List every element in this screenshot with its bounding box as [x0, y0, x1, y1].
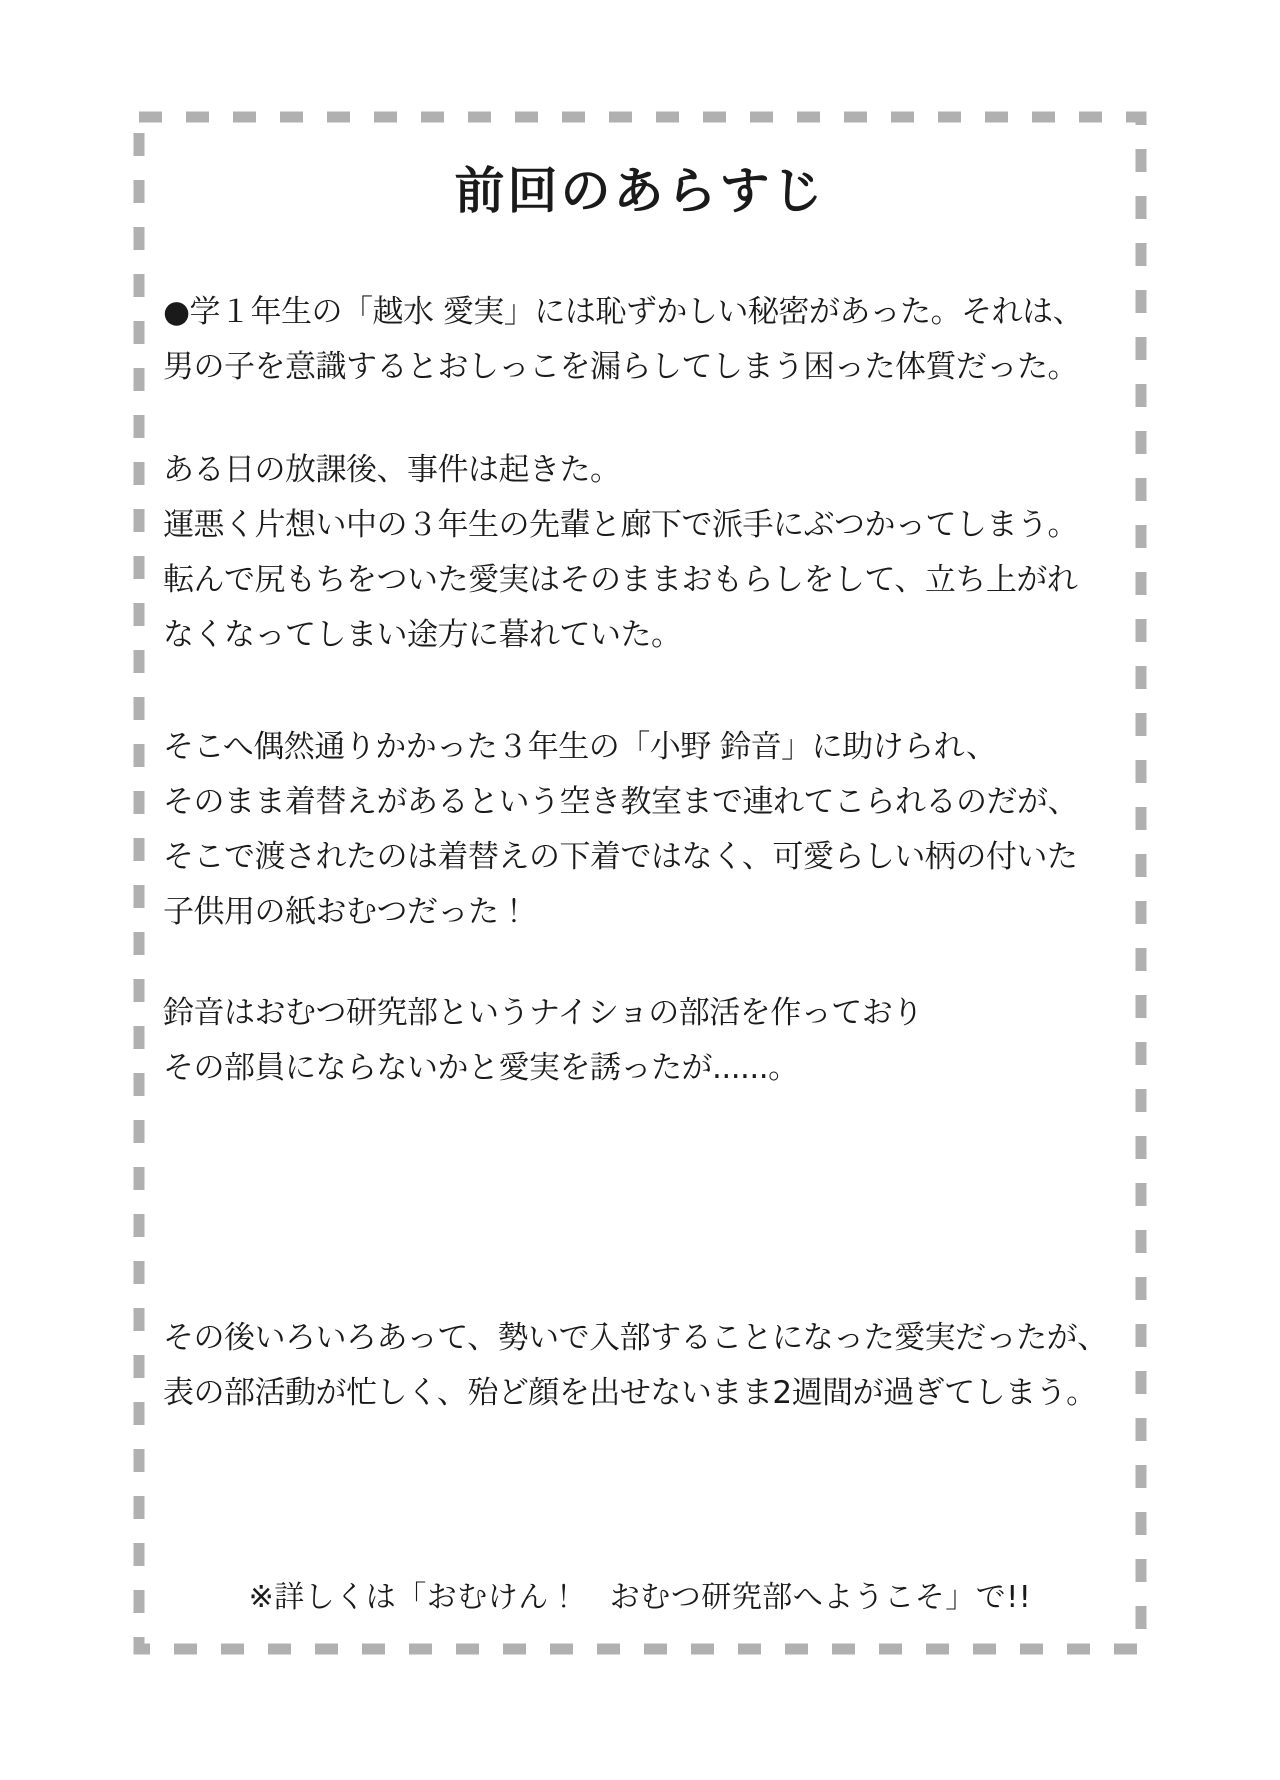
story-text-line: 鈴音はおむつ研究部というナイショの部活を作っており	[163, 995, 923, 1031]
synopsis-paragraph-2	[163, 443, 1123, 663]
story-text-line: 男の子を意識するとおしっこを漏らしてしまう困った体質だった。	[163, 349, 1078, 385]
synopsis-paragraph-1	[163, 285, 1123, 395]
story-text-line: そこへ偶然通りかかった３年生の「小野 鈴音」に助けられ、	[163, 729, 997, 765]
story-text-line: そこで渡されたのは着替えの下着ではなく、可愛らしい柄の付いた	[163, 839, 1078, 875]
story-text-line: 表の部活動が忙しく、殆ど顔を出せないまま2週間が過ぎてしまう。	[163, 1375, 1097, 1411]
footer-note: ※詳しくは「おむけん！ おむつ研究部へようこそ」で!!	[248, 1580, 1032, 1615]
story-text-line: その後いろいろあって、勢いで入部することになった愛実だったが、	[163, 1320, 1108, 1356]
story-text-line: 転んで尻もちをついた愛実はそのままおもらしをして、立ち上がれ	[163, 562, 1078, 598]
page-title: 前回のあらすじ	[454, 162, 826, 220]
story-text-line: 子供用の紙おむつだった！	[163, 894, 529, 930]
story-text-line: その部員にならないかと愛実を誘ったが......。	[163, 1050, 799, 1086]
synopsis-paragraph-3	[163, 720, 1123, 940]
story-text-line: ある日の放課後、事件は起きた。	[163, 452, 621, 488]
story-text-line: なくなってしまい途方に暮れていた。	[163, 617, 682, 653]
synopsis-paragraph-4	[163, 986, 1123, 1096]
story-text-line: そのまま着替えがあるという空き教室まで連れてこられるのだが、	[163, 784, 1078, 820]
story-text-line: ●学１年生の「越水 愛実」には恥ずかしい秘密があった。それは、	[163, 294, 1084, 330]
story-text-line: 運悪く片想い中の３年生の先輩と廊下で派手にぶつかってしまう。	[163, 507, 1078, 543]
synopsis-paragraph-5	[163, 1311, 1123, 1421]
